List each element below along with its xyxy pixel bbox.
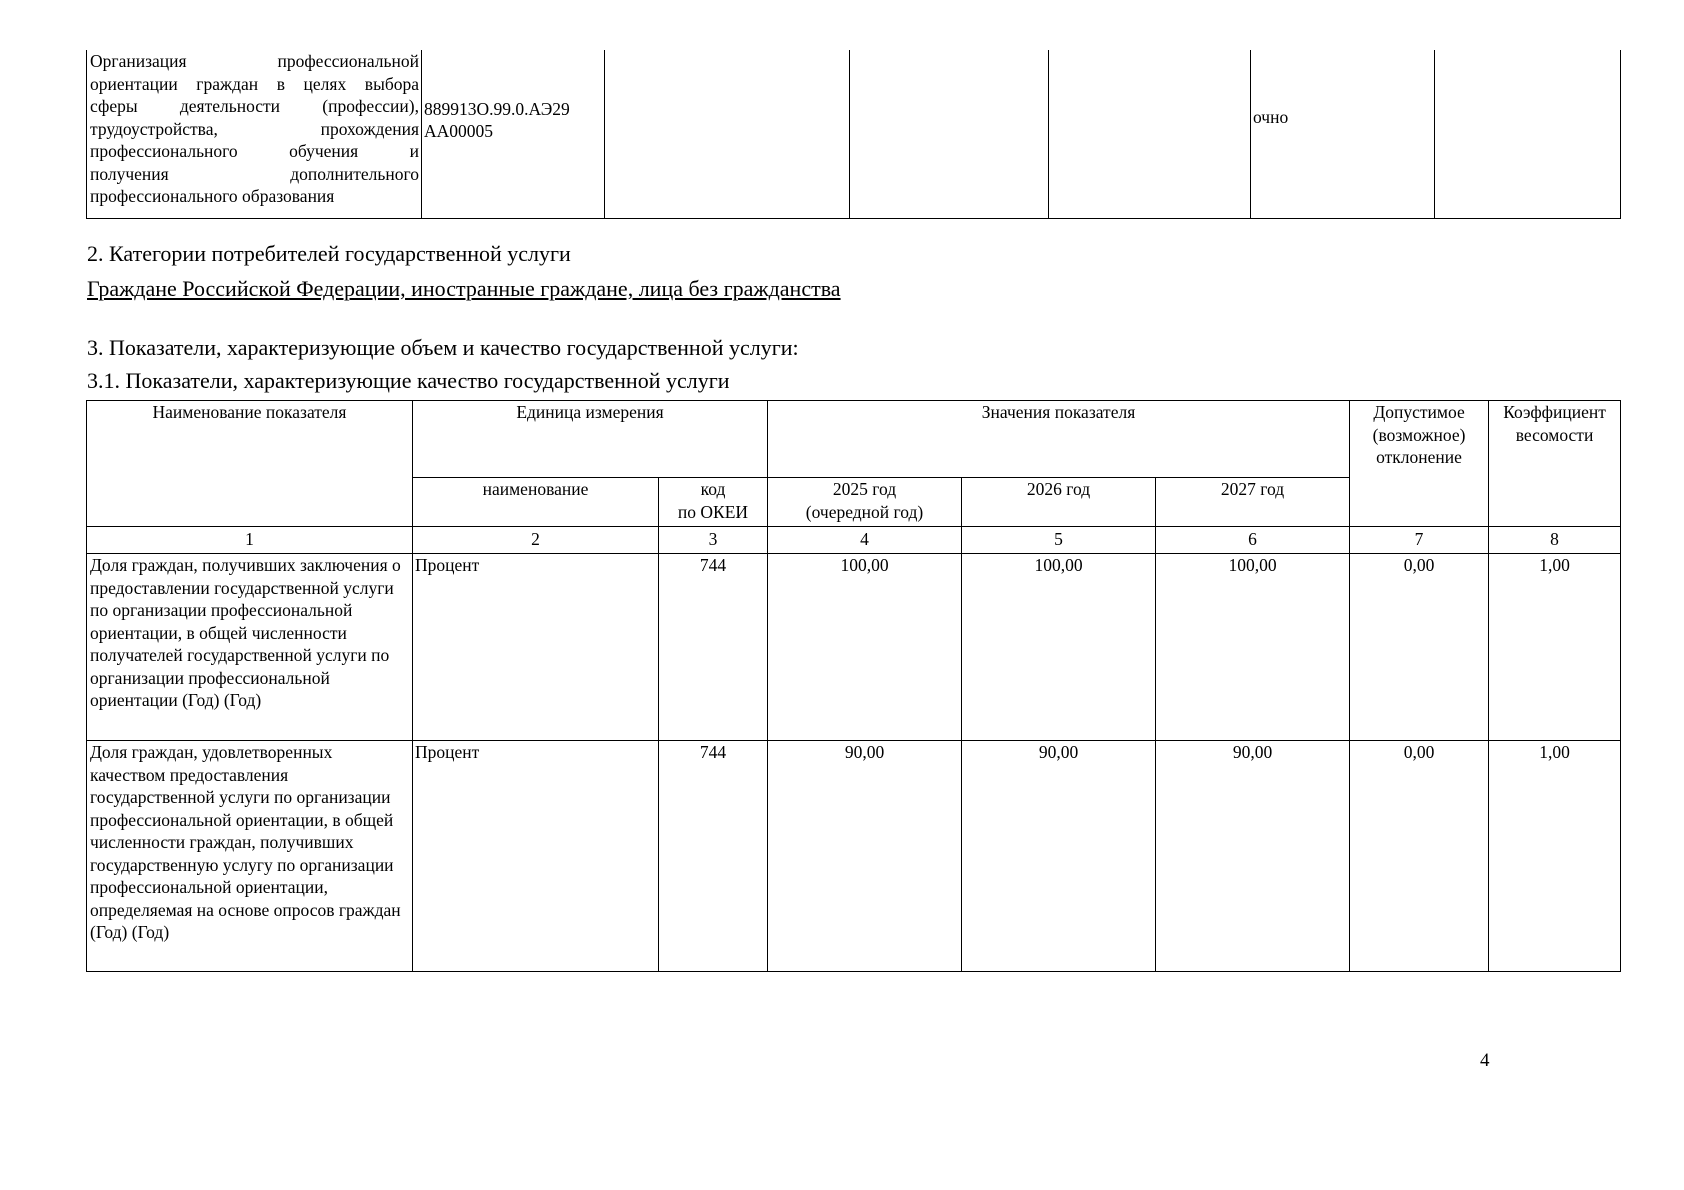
empty-cell [850, 50, 1049, 219]
section-2-title: 2. Категории потребителей государственной услуги [87, 241, 571, 266]
service-name-cell [87, 50, 422, 219]
service-name-line: профессионального образования [90, 186, 335, 206]
header-deviation-line: отклонение [1376, 447, 1462, 467]
header-year-2025 [768, 478, 962, 527]
value-2025: 100,00 [768, 554, 962, 741]
section-3-title: 3. Показатели, характеризующие объем и качество государственной услуги: [87, 335, 799, 360]
value-2026: 100,00 [962, 554, 1156, 741]
column-number: 7 [1350, 527, 1489, 554]
service-name-line: Организация профессиональной [90, 51, 419, 71]
service-register-table [86, 50, 1621, 219]
registry-code-line: 889913О.99.0.АЭ29 [424, 98, 570, 119]
header-unit: Единица измерения [413, 401, 768, 478]
header-okei-line: по ОКЕИ [677, 501, 749, 522]
page-number: 4 [1480, 1050, 1490, 1071]
service-name-line: профессионального обучения и [90, 141, 419, 161]
form-value: очно [1253, 107, 1289, 127]
header-unit-name: наименование [413, 478, 659, 527]
column-number: 2 [413, 527, 659, 554]
table-row [87, 50, 1621, 219]
header-year-line: (очередной год) [805, 501, 924, 522]
header-weight-line: Коэффициент [1503, 402, 1606, 422]
value-2027: 90,00 [1156, 741, 1350, 972]
deviation-value: 0,00 [1350, 741, 1489, 972]
value-2027: 100,00 [1156, 554, 1350, 741]
form-cell [1251, 50, 1435, 219]
indicator-name: Доля граждан, удовлетворенных качеством предоставления государственной услуги по организации профессиональной ориентации, в общей численности граждан, получивших государственную услугу по организации профессиональной ориентации, определяемая на основе опросов граждан (Год) (Год) [87, 741, 413, 972]
column-number: 8 [1489, 527, 1621, 554]
column-number: 3 [659, 527, 768, 554]
quality-indicators-table [86, 400, 1621, 972]
unit-name: Процент [413, 554, 659, 741]
header-year-2026: 2026 год [962, 478, 1156, 527]
unit-name: Процент [413, 741, 659, 972]
weight-value: 1,00 [1489, 554, 1621, 741]
value-2025: 90,00 [768, 741, 962, 972]
registry-code-line: АА00005 [424, 121, 494, 141]
header-deviation [1350, 401, 1489, 527]
consumer-categories: Граждане Российской Федерации, иностранные граждане, лица без гражданства [87, 276, 841, 301]
empty-cell [1049, 50, 1251, 219]
header-weight-line: весомости [1515, 424, 1594, 445]
header-deviation-line: Допустимое [1373, 402, 1465, 422]
header-okei-code [659, 478, 768, 527]
service-name-line: ориентации граждан в целях выбора [90, 73, 419, 94]
okei-code: 744 [659, 554, 768, 741]
header-values: Значения показателя [768, 401, 1350, 478]
table-row [87, 741, 1621, 972]
registry-code-cell [422, 50, 605, 219]
column-number-row [87, 527, 1621, 554]
service-name-line: трудоустройства, прохождения [90, 118, 419, 139]
empty-cell [605, 50, 850, 219]
header-row [87, 401, 1621, 478]
header-year-2027: 2027 год [1156, 478, 1350, 527]
header-deviation-line: (возможное) [1372, 424, 1466, 445]
deviation-value: 0,00 [1350, 554, 1489, 741]
weight-value: 1,00 [1489, 741, 1621, 972]
indicator-name: Доля граждан, получивших заключения о предоставлении государственной услуги по организации профессиональной ориентации, в общей численности получателей государственной услуги по организации профессиональной ориентации (Год) (Год) [87, 554, 413, 741]
column-number: 1 [87, 527, 413, 554]
value-2026: 90,00 [962, 741, 1156, 972]
service-name-line: сферы деятельности (профессии), [90, 96, 419, 116]
service-name-line: получения дополнительного [90, 163, 419, 184]
column-number: 5 [962, 527, 1156, 554]
column-number: 4 [768, 527, 962, 554]
header-year-line: 2025 год [832, 479, 897, 499]
section-3-1-title: 3.1. Показатели, характеризующие качество государственной услуги [87, 368, 730, 393]
column-number: 6 [1156, 527, 1350, 554]
header-weight [1489, 401, 1621, 527]
okei-code: 744 [659, 741, 768, 972]
header-okei-line: код [700, 479, 726, 499]
header-indicator-name: Наименование показателя [87, 401, 413, 527]
table-row [87, 554, 1621, 741]
empty-cell [1435, 50, 1621, 219]
